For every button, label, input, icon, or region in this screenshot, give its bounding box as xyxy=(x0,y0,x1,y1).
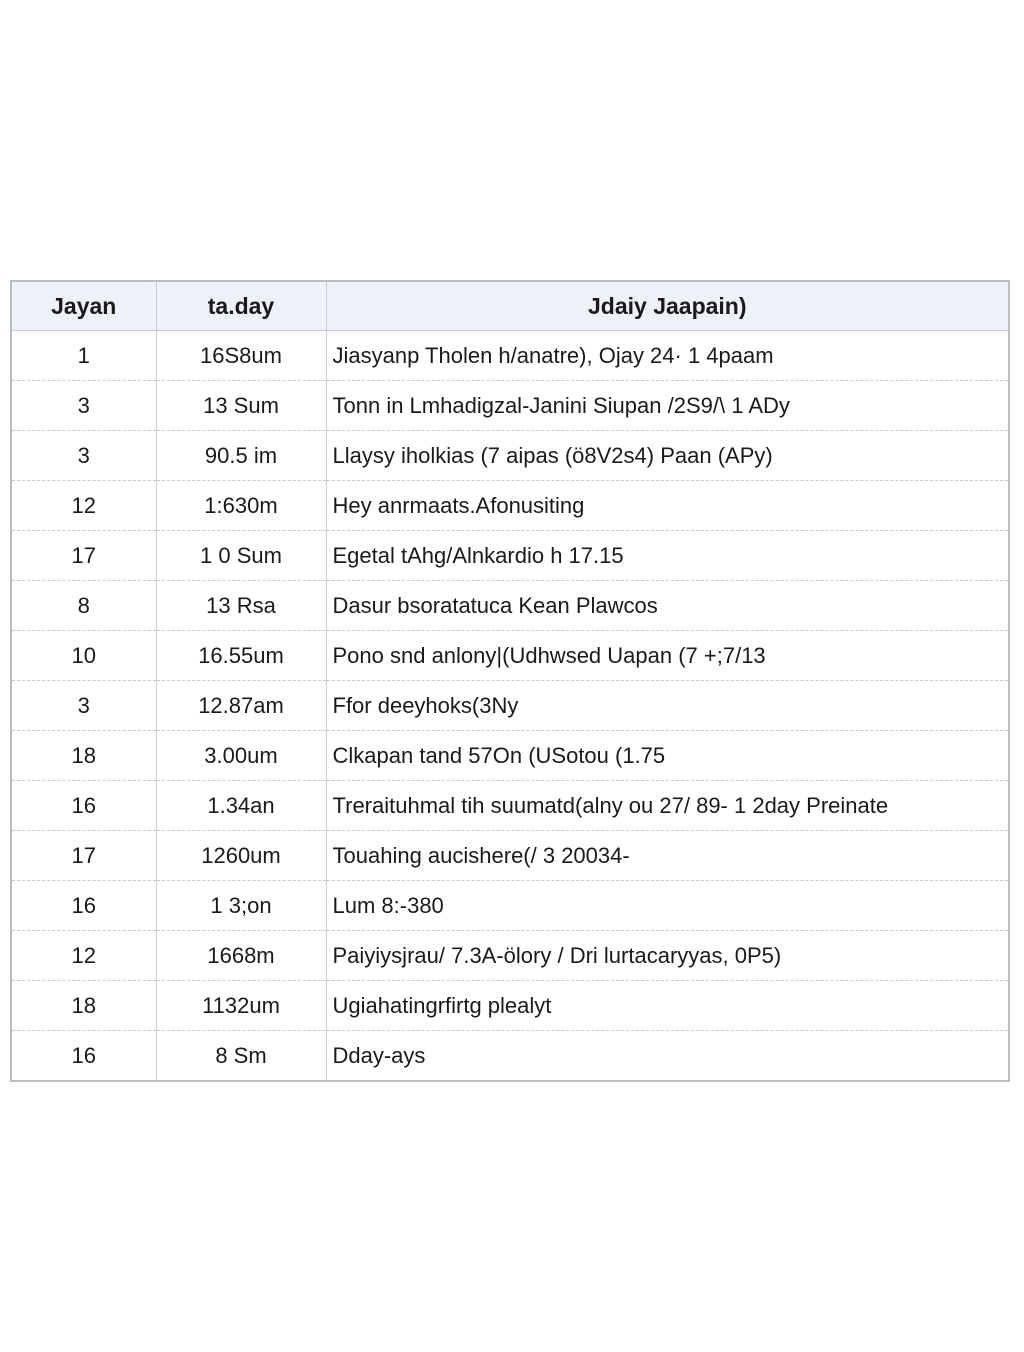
table-cell-col-2: 13 Sum xyxy=(156,381,326,431)
table-cell-col-2: 1.34an xyxy=(156,781,326,831)
table-cell-col-1: 3 xyxy=(12,431,156,481)
table-cell-col-2: 3.00um xyxy=(156,731,326,781)
table-cell-col-3: Tonn in Lmhadigzal-Janini Siupan /2S9/\ 1 ADy xyxy=(326,381,1008,431)
table-cell-col-2: 90.5 im xyxy=(156,431,326,481)
table-row xyxy=(12,331,1008,381)
table-cell-col-3: Hey anrmaats.Afonusiting xyxy=(326,481,1008,531)
table-cell-col-1: 17 xyxy=(12,531,156,581)
table-row xyxy=(12,831,1008,881)
table-cell-col-3: Dday-ays xyxy=(332,1042,426,1068)
table-cell-col-2: 1 3;on xyxy=(156,881,326,931)
table-row xyxy=(12,531,1008,581)
table-cell-col-3: Lum 8:-380 xyxy=(326,881,1008,931)
table-row xyxy=(12,481,1008,531)
table-cell-col-2: 1668m xyxy=(156,931,326,981)
table-row xyxy=(12,581,1008,631)
table-cell-col-3: Ugiahatingrfirtg plealyt xyxy=(326,981,1008,1031)
table-row xyxy=(12,781,1008,831)
table-cell-col-2: 1260um xyxy=(156,831,326,881)
table-cell-col-3: Treraituhmal tih suumatd(alny ou 27/ 89- 1 2day Preinate xyxy=(326,781,1008,831)
table-cell-col-3: Paiyiysjrau/ 7.3A-ölory / Dri lurtacaryyas, 0P5) xyxy=(326,931,1008,981)
table-cell-col-3: Touahing aucishere(/ 3 20034- xyxy=(326,831,1008,881)
table-cell-col-1: 12 xyxy=(12,931,156,981)
table-cell-col-3: Dasur bsoratatuca Kean Plawcos xyxy=(326,581,1008,631)
table-row xyxy=(12,881,1008,931)
table-row xyxy=(12,631,1008,681)
table-row xyxy=(12,1031,1008,1081)
table-cell-col-1: 12 xyxy=(12,481,156,531)
table-cell-col-2: 8 Sm xyxy=(156,1031,326,1081)
table-row xyxy=(12,931,1008,981)
table-cell-col-2: 1132um xyxy=(156,981,326,1031)
table-header xyxy=(12,282,1008,331)
table-cell-col-2: 12.87am xyxy=(156,681,326,731)
table-cell-col-1: 16 xyxy=(12,781,156,831)
column-header-1: Jayan xyxy=(12,282,156,331)
table-row xyxy=(12,731,1008,781)
table-row xyxy=(12,981,1008,1031)
table-cell-col-1: 17 xyxy=(12,831,156,881)
table-cell-col-3: Clkapan tand 57On (USotou (1.75 xyxy=(326,731,1008,781)
table-cell-col-3: Llaysy iholkias (7 aipas (ö8V2s4) Paan (APy) xyxy=(326,431,1008,481)
table-cell-col-1: 16 xyxy=(12,1031,156,1081)
table-cell-col-2: 13 Rsa xyxy=(156,581,326,631)
table-cell-col-1: 18 xyxy=(12,731,156,781)
table-row xyxy=(12,431,1008,481)
data-table xyxy=(10,280,1010,1082)
table-cell-col-2: 16S8um xyxy=(156,331,326,381)
table-cell-col-2: 1:630m xyxy=(156,481,326,531)
column-header-2: ta.day xyxy=(156,282,326,331)
table-cell-col-1: 3 xyxy=(12,681,156,731)
column-header-3: Jdaiy Jaapain) xyxy=(326,282,1008,331)
table-cell-col-3: Pono snd anlony|(Udhwsed Uapan (7 +;7/13 xyxy=(326,631,1008,681)
table-cell-col-1: 18 xyxy=(12,981,156,1031)
table-row xyxy=(12,681,1008,731)
table-cell-col-1: 16 xyxy=(12,881,156,931)
table-cell-col-1: 3 xyxy=(12,381,156,431)
table-cell-col-1: 1 xyxy=(12,331,156,381)
schedule-table xyxy=(12,282,1008,1080)
table-body xyxy=(12,331,1008,1081)
table-cell-col-3: Egetal tAhg/Alnkardio h 17.15 xyxy=(326,531,1008,581)
header-row xyxy=(12,282,1008,331)
table-cell-col-2: 1 0 Sum xyxy=(156,531,326,581)
table-cell-col-1: 8 xyxy=(12,581,156,631)
table-cell-col-3: Ffor deeyhoks(3Ny xyxy=(326,681,1008,731)
table-row xyxy=(12,381,1008,431)
table-cell-col-2: 16.55um xyxy=(156,631,326,681)
table-cell-col-3: Jiasyanp Tholen h/anatre), Ojay 24· 1 4paam xyxy=(326,331,1008,381)
table-cell-col-1: 10 xyxy=(12,631,156,681)
